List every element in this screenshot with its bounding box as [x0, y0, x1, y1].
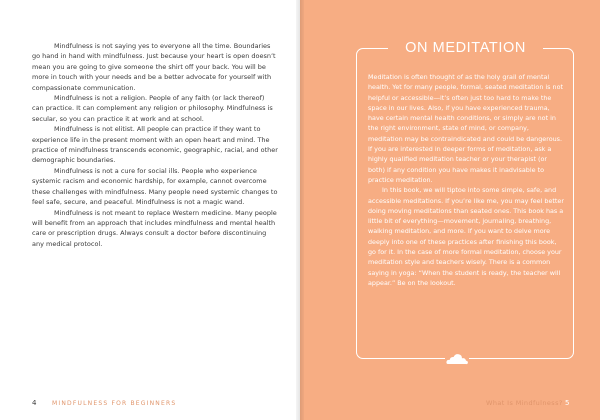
left-running-head: MINDFULNESS FOR BEGINNERS: [52, 400, 177, 407]
paragraph-religion: Mindfulness is not a religion. People of any faith (or lack thereof) can practice. It can complement any religion or philosophy. Mindfulness is secular, so you can practice it at work and at school.: [32, 94, 273, 123]
book-gutter: [296, 0, 304, 420]
sidebar-title: ON MEDITATION: [405, 40, 526, 56]
sidebar-body: [368, 72, 564, 288]
right-running-head: What Is Mindfulness?: [486, 399, 563, 407]
sidebar-paragraph-1: Meditation is often thought of as the holy grail of mental health. Yet for many people, formal, seated meditation is not helpful or accessible—it’s often just too hard to make the space in our lives. Also, if you have experienced trauma, have certain mental health conditions, or simply are not in the right environment, state of mind, or company, meditation may be contraindicated and could be dangerous. If you are interested in deeper forms of meditation, ask a highly qualified meditation teacher or your therapist (or both) if any condition you have makes it inadvisable to practice meditation.: [368, 73, 564, 184]
paragraph-social-ills: Mindfulness is not a cure for social ills. People who experience systemic racism and economic hardship, for example, cannot overcome these challenges with mindfulness. Many people need systemic changes to feel safe, secure, and peaceful. Mindfulness is not a magic wand.: [32, 166, 278, 207]
sidebar-title-wrap: [388, 36, 543, 60]
cloud-icon: [445, 351, 469, 365]
paragraph-boundaries: Mindfulness is not saying yes to everyone all the time. Boundaries go hand in hand with mindfulness. Just because your heart is open doesn’t mean you are going to give someone the shirt off your back. You will be more in touch with your needs and be a better advocate for yourself with compassionate communication.: [32, 42, 276, 92]
paragraph-elitist: Mindfulness is not elitist. All people can practice if they want to experience life in the present moment with an open heart and mind. The practice of mindfulness transcends economic, geographic, racial, and other demographic boundaries.: [32, 125, 278, 165]
left-page-number: 4: [32, 399, 37, 407]
paragraph-medicine: Mindfulness is not meant to replace Western medicine. Many people will benefit from an approach that includes mindfulness and mental health care or prescription drugs. Always consult a doctor before discontinuing any medical protocol.: [32, 208, 277, 248]
left-page-body: [32, 41, 278, 249]
sidebar-paragraph-2: In this book, we will tiptoe into some simple, safe, and accessible meditations. If you’re like me, you may feel better doing moving meditations than seated ones. This book has a little bit of everything—movement, journaling, breathing, walking meditation, and more. If you want to delve more deeply into one of these practices after finishing this book, go for it. In the case of more formal meditation, choose your meditation style and teachers wisely. There is a common saying in yoga: “When the student is ready, the teacher will appear.” Be on the lookout.: [368, 186, 564, 287]
right-page-number: 5: [565, 399, 570, 407]
